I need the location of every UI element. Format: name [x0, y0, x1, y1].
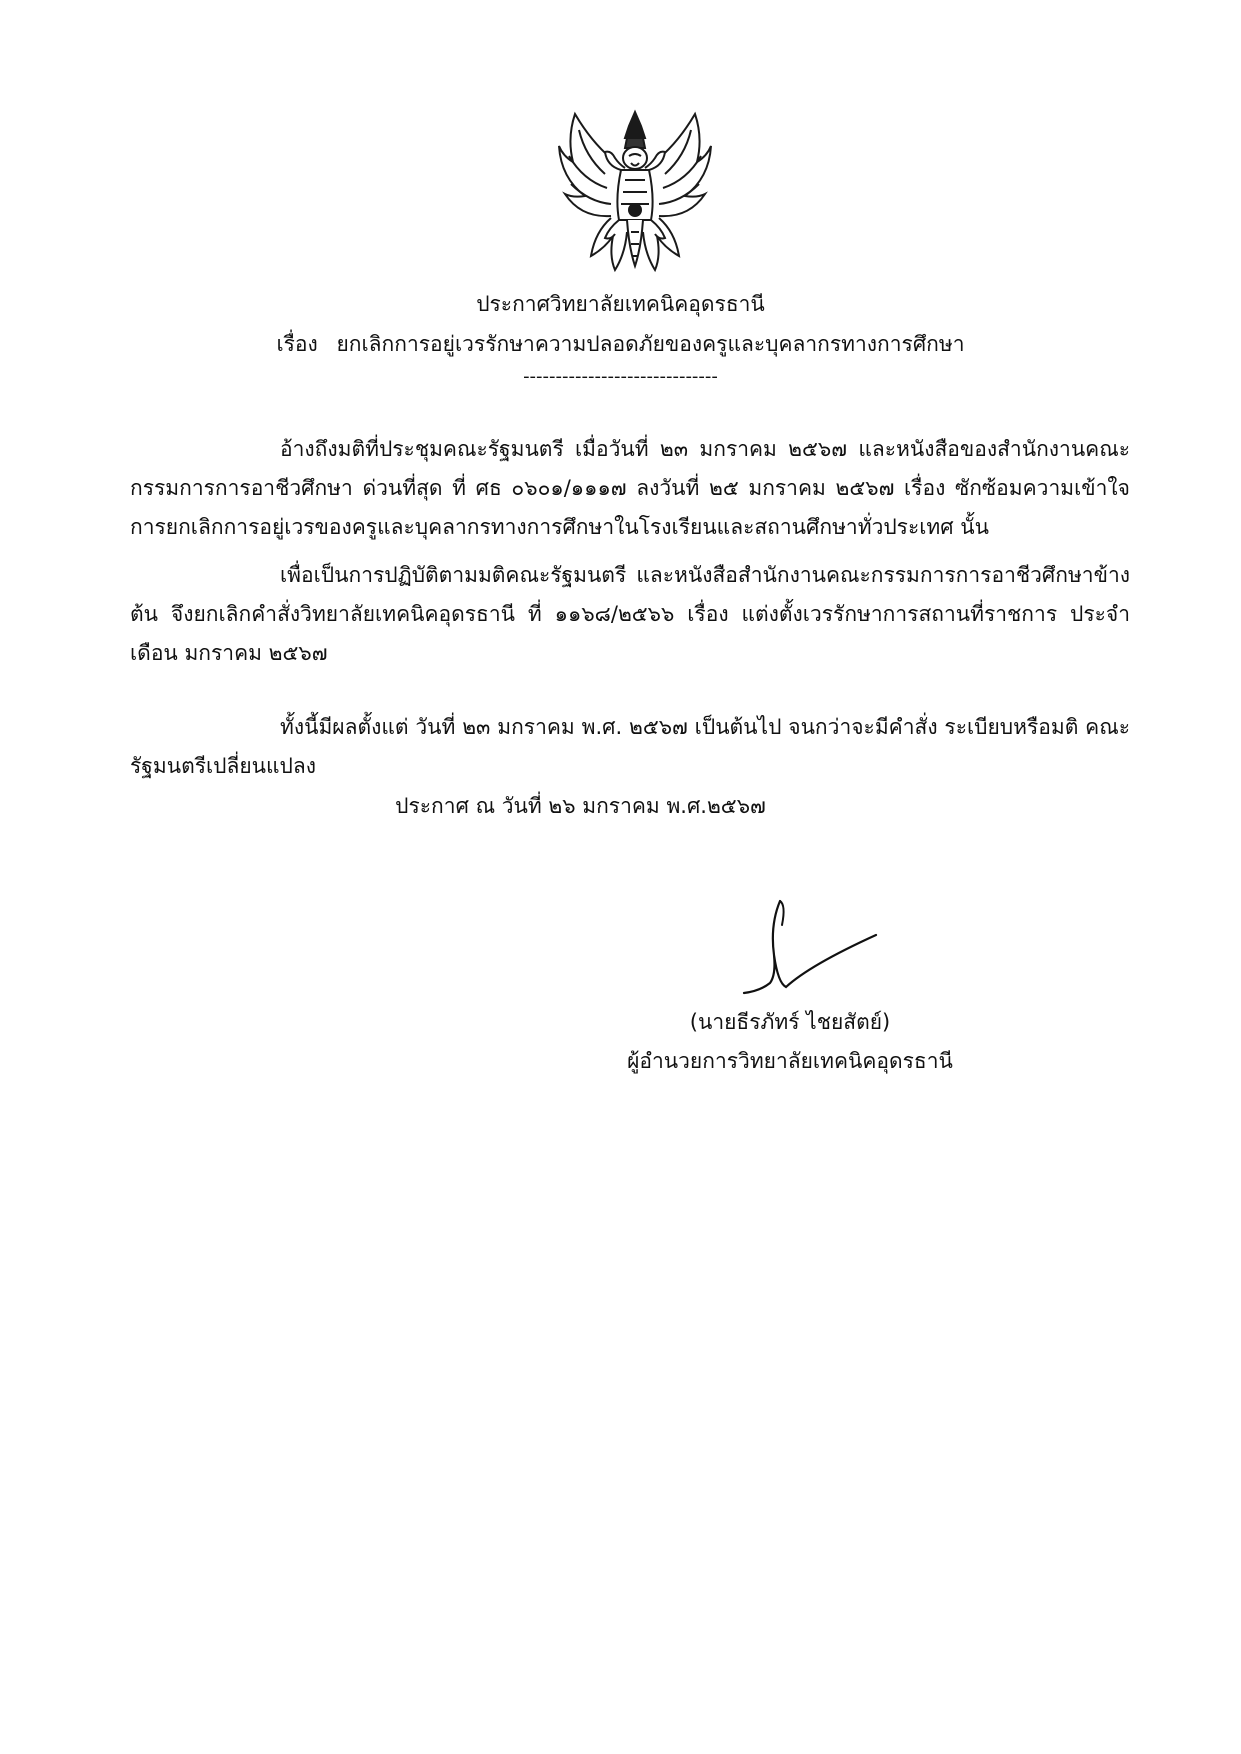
handwritten-signature-icon — [740, 895, 880, 995]
announcement-title: ประกาศวิทยาลัยเทคนิคอุดรธานี — [476, 292, 765, 316]
subject-label: เรื่อง — [276, 332, 318, 356]
signer-name: (นายธีรภัทร์ ไชยสัตย์) — [689, 1010, 891, 1034]
title-divider: ------------------------------ — [523, 366, 718, 387]
announcement-subject-line — [0, 328, 1241, 361]
body-paragraph-action: เพื่อเป็นการปฏิบัติตามมติคณะรัฐมนตรี และหนังสือสำนักงานคณะกรรมการการอาชีวศึกษาข้างต้น จึงยกเลิกคำสั่งวิทยาลัยเทคนิคอุดรธานี ที่ ๑๑๖๘/๒๕๖๖ เรื่อง แต่งตั้งเวรรักษาการสถานที่ราชการ ประจำเดือน มกราคม ๒๕๖๗ — [130, 563, 1130, 665]
announcement-date: ประกาศ ณ วันที่ ๒๖ มกราคม พ.ศ.๒๕๖๗ — [395, 794, 766, 818]
garuda-emblem-icon — [555, 108, 715, 276]
signer-position: ผู้อำนวยการวิทยาลัยเทคนิคอุดรธานี — [627, 1049, 953, 1073]
body-paragraph-reference: อ้างถึงมติที่ประชุมคณะรัฐมนตรี เมื่อวันที่ ๒๓ มกราคม ๒๕๖๗ และหนังสือของสำนักงานคณะกรรมการการอาชีวศึกษา ด่วนที่สุด ที่ ศธ ๐๖๐๑/๑๑๑๗ ลงวันที่ ๒๕ มกราคม ๒๕๖๗ เรื่อง ซักซ้อมความเข้าใจการยกเลิกการอยู่เวรของครูและบุคลากรทางการศึกษาในโรงเรียนและสถานศึกษาทั่วประเทศ นั้น — [130, 437, 1130, 539]
subject-text: ยกเลิกการอยู่เวรรักษาความปลอดภัยของครูและบุคลากรทางการศึกษา — [336, 332, 965, 356]
body-paragraph-effective: ทั้งนี้มีผลตั้งแต่ วันที่ ๒๓ มกราคม พ.ศ. ๒๕๖๗ เป็นต้นไป จนกว่าจะมีคำสั่ง ระเบียบหรือมติ คณะรัฐมนตรีเปลี่ยนแปลง — [130, 715, 1130, 778]
